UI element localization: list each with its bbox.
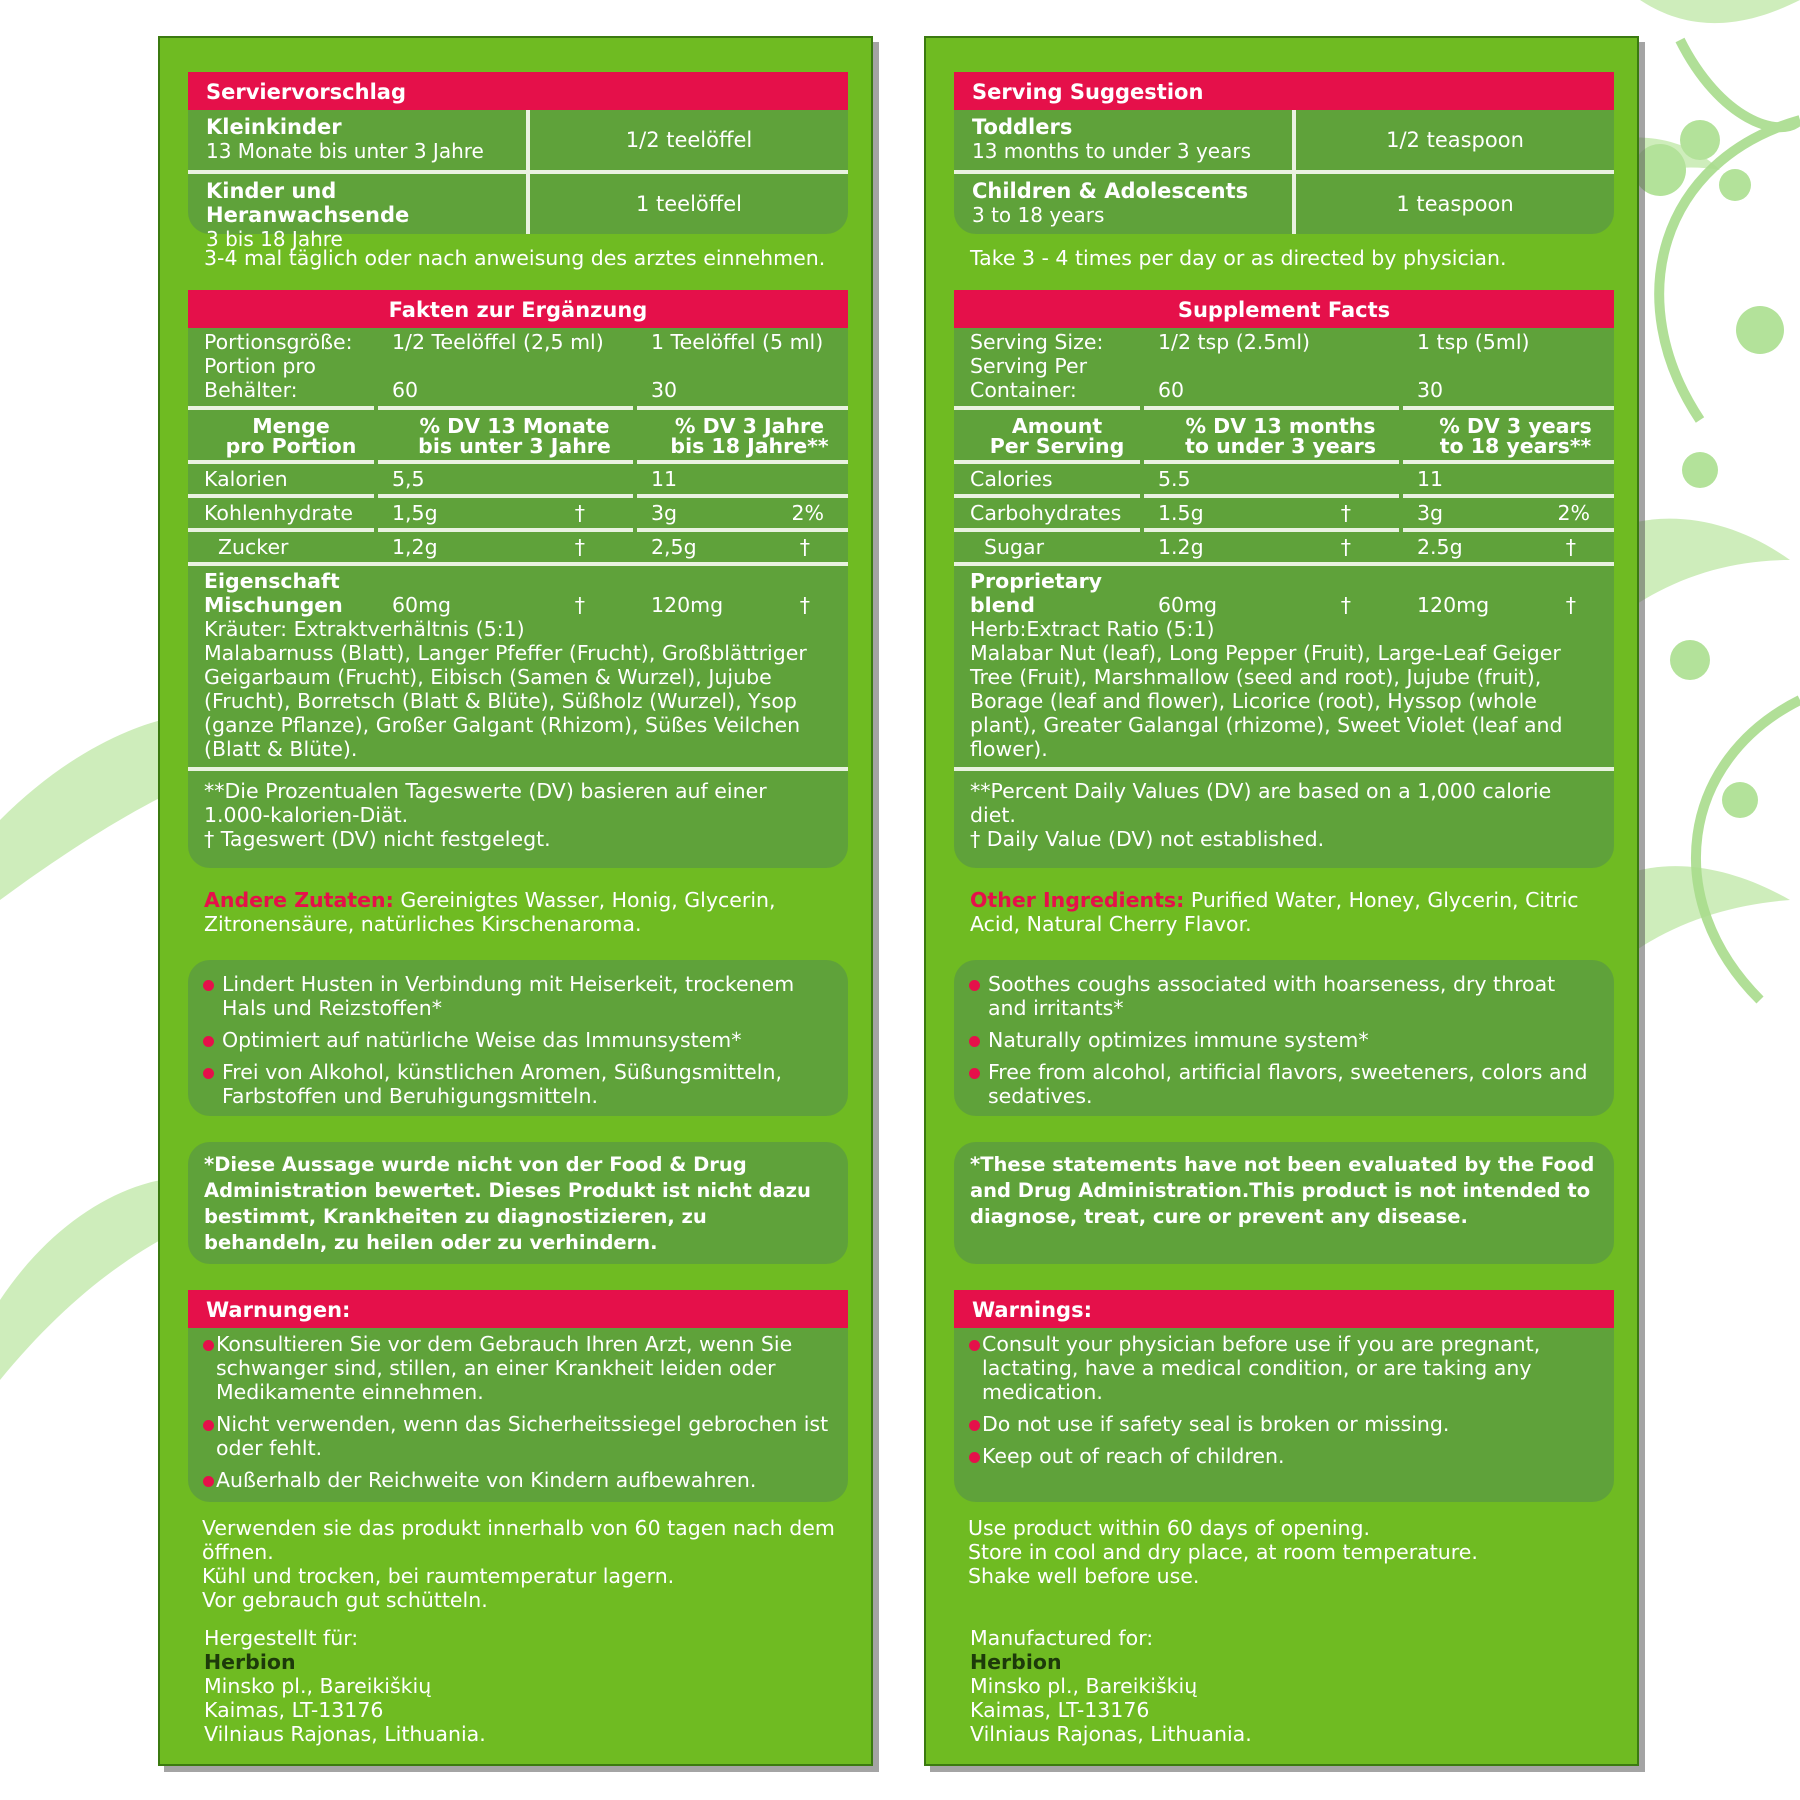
manufacturer-address: Minsko pl., Bareikiškių [204,1674,432,1698]
facts-header-row [188,410,848,460]
herb-ratio: Kräuter: Extraktverhältnis (5:1) [204,617,525,641]
storage-line: Vor gebrauch gut schütteln. [202,1588,488,1612]
blend-small: 60mg [1158,593,1218,617]
serving-age: 3 bis 18 Jahre [206,227,343,251]
calories-label: Kalorien [204,467,288,491]
serving-suggestion-box [188,72,848,251]
carbohydrates-small: 1.5g [1158,501,1204,525]
warnings-title: Warnings: [954,1290,1614,1328]
blend-label: Proprietary [970,569,1103,593]
serving-row [954,170,1614,234]
manufacturer-block [204,1626,844,1746]
dosage-instruction: 3-4 mal täglich oder nach anweisung des arztes einnehmen. [204,246,826,270]
serving-size-row [954,328,1614,354]
supplement-facts-title: Supplement Facts [954,290,1614,328]
dv-not-established-note: † Tageswert (DV) nicht festgelegt. [204,827,551,851]
warnings-box [188,1290,848,1502]
german-label-panel [158,36,873,1766]
other-ingredients-text: Purified Water, Honey, Glycerin, Citric Acid, Natural Cherry Flavor. [970,888,1579,936]
dv-child-header: % DV 3 years to 18 years** [1439,414,1592,458]
storage-instructions [968,1516,1608,1588]
blend-row [188,566,848,617]
serving-age: 3 to 18 years [972,203,1105,227]
benefit-item: Optimiert auf natürliche Weise das Immunsystem* [188,1028,834,1052]
dv-footnote: **Percent Daily Values (DV) are based on a 1,000 calorie diet. [970,779,1552,827]
dagger-mark: † [799,593,810,617]
serving-age: 13 months to under 3 years [972,139,1251,163]
supplement-facts-box [188,290,848,868]
benefits-box [188,960,848,1116]
manufacturer-label: Manufactured for: [970,1626,1154,1650]
dagger-mark: † [1565,593,1576,617]
dagger-mark: † [574,535,585,559]
manufacturer-block [970,1626,1610,1746]
servings-per-label-2: Behälter: [204,378,298,402]
serving-dose: 1/2 teaspoon [1386,128,1524,152]
sugar-label: Sugar [984,535,1045,559]
carbohydrates-percent: 2% [791,501,824,525]
serving-group: Kinder und Heranwachsende [206,179,410,227]
manufacturer-name: Herbion [970,1650,1062,1674]
benefit-item: Lindert Husten in Verbindung mit Heiserkeit, trockenem Hals und Reizstoffen* [188,972,834,1020]
storage-line: Shake well before use. [968,1564,1200,1588]
blend-label: Eigenschaft [204,569,340,593]
sugar-large: 2.5g [1417,535,1463,559]
storage-line: Verwenden sie das produkt innerhalb von 60 tagen nach dem öffnen. [202,1516,835,1564]
benefit-item: Free from alcohol, artificial flavors, sweeteners, colors and sedatives. [954,1060,1600,1108]
sugar-row [954,532,1614,562]
dv-footnote: **Die Prozentualen Tageswerte (DV) basieren auf einer 1.000-kalorien-Diät. [204,779,767,827]
blend-row [954,566,1614,617]
fda-disclaimer: *Diese Aussage wurde nicht von der Food & Drug Administration bewertet. Dieses Produkt ist nicht dazu bestimmt, Krankheiten zu diagnostizieren, zu behandeln, zu heilen oder zu verhindern. [188,1142,848,1264]
serving-row [188,170,848,251]
carbohydrates-label: Carbohydrates [970,501,1122,525]
manufacturer-address: Vilniaus Rajonas, Lithuania. [204,1722,486,1746]
calories-label: Calories [970,467,1053,491]
dagger-mark: † [799,535,810,559]
calories-large: 11 [1417,467,1444,491]
servings-per-large: 30 [651,378,678,402]
serving-size-label: Serving Size: [970,330,1104,354]
blend-large: 120mg [651,593,724,617]
carbohydrates-large: 3g [651,501,678,525]
carbohydrates-percent: 2% [1557,501,1590,525]
serving-dose: 1 teaspoon [1396,192,1514,216]
serving-group: Children & Adolescents [972,179,1249,203]
calories-small: 5,5 [392,467,425,491]
herb-ratio: Herb:Extract Ratio (5:1) [970,617,1215,641]
other-ingredients-label: Other Ingredients: [970,888,1185,912]
calories-row [188,464,848,494]
english-label-panel [924,36,1639,1766]
sugar-large: 2,5g [651,535,697,559]
amount-header: Amount Per Serving [989,414,1125,458]
serving-size-large: 1 Teelöffel (5 ml) [651,330,824,354]
herb-list: Malabar Nut (leaf), Long Pepper (Fruit), Large-Leaf Geiger Tree (Fruit), Marshmallow (seed and root), Jujube (fruit), Borage (leaf and flower), Licorice (root), Hyssop (whole plant), Greater Galangal (rhizome), Sweet Violet (leaf and flower). [970,641,1563,761]
manufacturer-address: Minsko pl., Bareikiškių [970,1674,1198,1698]
serving-size-small: 1/2 tsp (2.5ml) [1158,330,1311,354]
servings-per-label-2: Container: [970,378,1077,402]
dagger-mark: † [1340,535,1351,559]
servings-per-label: Portion pro [204,354,316,378]
serving-size-large: 1 tsp (5ml) [1417,330,1530,354]
manufacturer-address: Kaimas, LT-13176 [970,1698,1150,1722]
benefits-box [954,960,1614,1116]
other-ingredients [970,888,1610,936]
amount-header: Menge pro Portion [225,414,357,458]
sugar-row [188,532,848,562]
carbohydrates-label: Kohlenhydrate [204,501,354,525]
serving-size-small: 1/2 Teelöffel (2,5 ml) [392,330,604,354]
calories-small: 5.5 [1158,467,1191,491]
dagger-mark: † [574,501,585,525]
serving-size-row [188,328,848,354]
servings-per-small: 60 [1158,378,1185,402]
blend-large: 120mg [1417,593,1490,617]
blend-label-2: blend [970,593,1035,617]
fda-disclaimer: *These statements have not been evaluated by the Food and Drug Administration.This product is not intended to diagnose, treat, cure or prevent any disease. [954,1142,1614,1264]
carbohydrates-row [954,498,1614,528]
storage-line: Store in cool and dry place, at room temperature. [968,1540,1478,1564]
other-ingredients [204,888,844,936]
calories-row [954,464,1614,494]
dv-child-header: % DV 3 Jahre bis 18 Jahre** [670,414,829,458]
benefit-item: Frei von Alkohol, künstlichen Aromen, Süßungsmitteln, Farbstoffen und Beruhigungsmitteln. [188,1060,834,1108]
serving-dose: 1 teelöffel [635,192,742,216]
facts-header-row [954,410,1614,460]
warnings-box [954,1290,1614,1502]
dosage-instruction: Take 3 - 4 times per day or as directed by physician. [970,246,1507,270]
warning-item: Konsultieren Sie vor dem Gebrauch Ihren Arzt, wenn Sie schwanger sind, stillen, an einer Krankheit leiden oder Medikamente einnehmen. [188,1332,832,1404]
carbohydrates-small: 1,5g [392,501,438,525]
blend-small: 60mg [392,593,452,617]
servings-per-large: 30 [1417,378,1444,402]
serving-suggestion-box [954,72,1614,234]
serving-group: Toddlers [972,115,1073,139]
dv-toddler-header: % DV 13 months to under 3 years [1185,414,1376,458]
supplement-facts-box [954,290,1614,868]
warning-item: Do not use if safety seal is broken or missing. [954,1412,1598,1436]
warning-item: Außerhalb der Reichweite von Kindern aufbewahren. [188,1468,832,1492]
storage-line: Use product within 60 days of opening. [968,1516,1371,1540]
serving-age: 13 Monate bis unter 3 Jahre [206,139,484,163]
benefit-item: Naturally optimizes immune system* [954,1028,1600,1052]
manufacturer-name: Herbion [204,1650,296,1674]
calories-large: 11 [651,467,678,491]
serving-suggestion-title: Serving Suggestion [954,72,1614,110]
warning-item: Consult your physician before use if you are pregnant, lactating, have a medical condition, or are taking any medication. [954,1332,1598,1404]
blend-label-2: Mischungen [204,593,343,617]
serving-group: Kleinkinder [206,115,342,139]
dagger-mark: † [574,593,585,617]
warning-item: Nicht verwenden, wenn das Sicherheitssiegel gebrochen ist oder fehlt. [188,1412,832,1460]
storage-line: Kühl und trocken, bei raumtemperatur lagern. [202,1564,675,1588]
dv-not-established-note: † Daily Value (DV) not established. [970,827,1325,851]
serving-suggestion-title: Serviervorschlag [188,72,848,110]
manufacturer-address: Vilniaus Rajonas, Lithuania. [970,1722,1252,1746]
storage-instructions [202,1516,842,1612]
warnings-title: Warnungen: [188,1290,848,1328]
servings-per-label: Serving Per [970,354,1088,378]
supplement-facts-title: Fakten zur Ergänzung [188,290,848,328]
serving-row [188,110,848,170]
manufacturer-address: Kaimas, LT-13176 [204,1698,384,1722]
benefit-item: Soothes coughs associated with hoarseness, dry throat and irritants* [954,972,1600,1020]
herb-list: Malabarnuss (Blatt), Langer Pfeffer (Frucht), Großblättriger Geigarbaum (Frucht), Eibisch (Samen & Wurzel), Jujube (Frucht), Borretsch (Blatt & Blüte), Süßholz (Wurzel), Ysop (ganze Pflanze), Großer Galgant (Rhizom), Süßes Veilchen (Blatt & Blüte). [204,641,807,761]
other-ingredients-text: Gereinigtes Wasser, Honig, Glycerin, Zitronensäure, natürliches Kirschenaroma. [204,888,776,936]
carbohydrates-large: 3g [1417,501,1444,525]
serving-size-label: Portionsgröße: [204,330,353,354]
manufacturer-label: Hergestellt für: [204,1626,359,1650]
dv-toddler-header: % DV 13 Monate bis unter 3 Jahre [418,414,611,458]
serving-dose: 1/2 teelöffel [625,128,753,152]
sugar-small: 1,2g [392,535,438,559]
other-ingredients-label: Andere Zutaten: [204,888,394,912]
carbohydrates-row [188,498,848,528]
servings-per-small: 60 [392,378,419,402]
dagger-mark: † [1340,593,1351,617]
sugar-small: 1.2g [1158,535,1204,559]
servings-per-container-row [188,354,848,402]
warning-item: Keep out of reach of children. [954,1444,1598,1468]
dagger-mark: † [1340,501,1351,525]
dagger-mark: † [1565,535,1576,559]
serving-row [954,110,1614,170]
servings-per-container-row [954,354,1614,402]
sugar-label: Zucker [218,535,289,559]
